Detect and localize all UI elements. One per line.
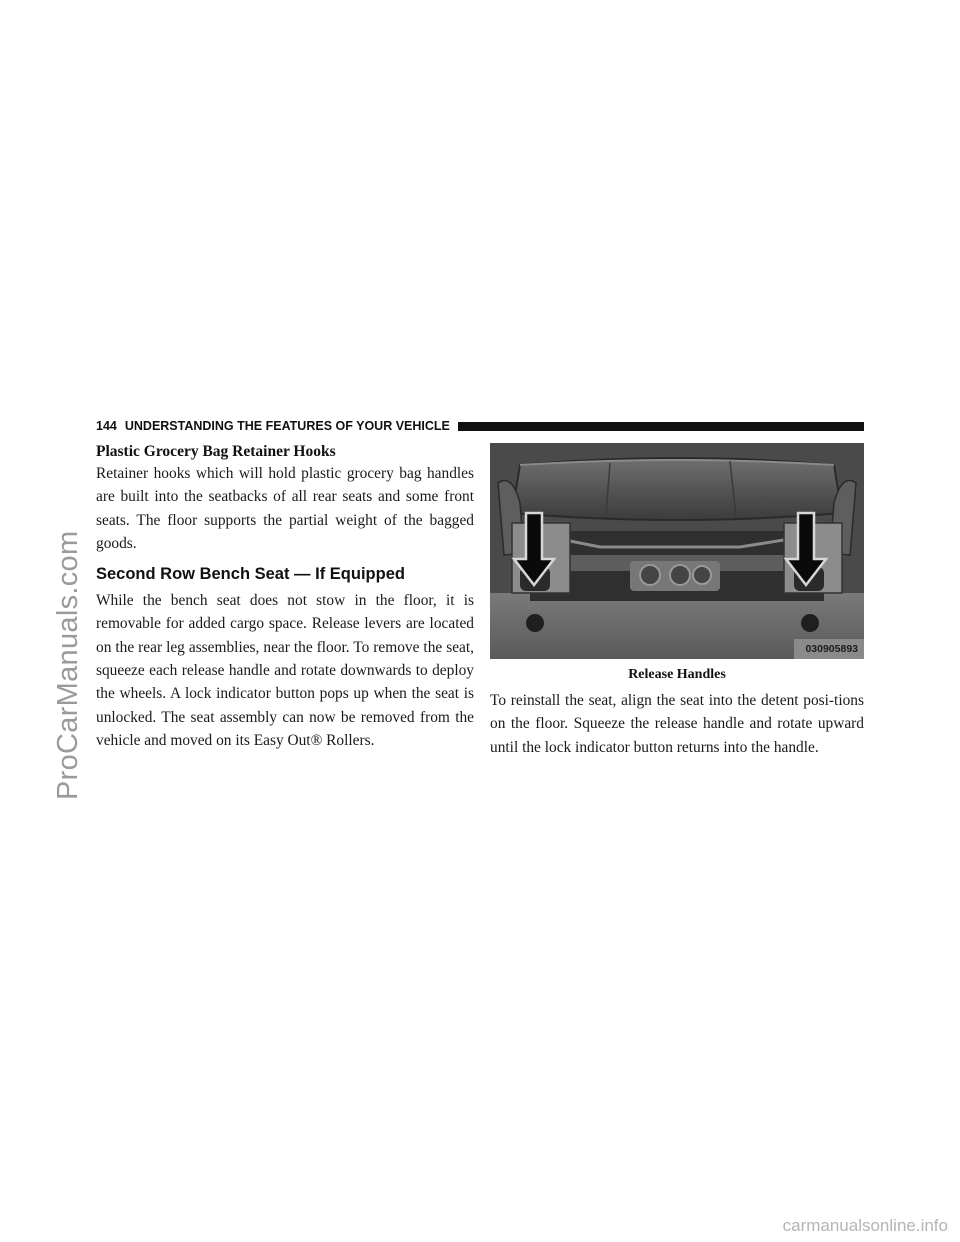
left-column (96, 442, 474, 752)
seat-illustration (490, 443, 864, 659)
figure-caption: Release Handles (628, 667, 726, 682)
bench-seat-heading: Second Row Bench Seat — If Equipped (96, 565, 405, 584)
bottom-watermark: carmanualsonline.info (782, 1216, 948, 1235)
bench-seat-paragraph: While the bench seat does not stow in the floor, it is removable for added cargo space. Release levers are located on the rear leg assemblies, near the floor. To remove the seat, squeeze each release handle and rotate downwards to deploy the wheels. A lock indicator button pops up when the seat is unlocked. The seat assembly can now be removed from the vehicle and moved on its Easy Out® Rollers. (96, 592, 474, 749)
page-number: 144 (96, 419, 117, 433)
right-column (490, 443, 864, 759)
side-watermark: ProCarManuals.com (52, 530, 84, 800)
grocery-hooks-subheading: Plastic Grocery Bag Retainer Hooks (96, 443, 336, 460)
section-title: UNDERSTANDING THE FEATURES OF YOUR VEHICLE (124, 419, 450, 433)
grocery-hooks-paragraph: Retainer hooks which will hold plastic grocery bag handles are built into the seatbacks of all rear seats and some front seats. The floor supports the partial weight of the bagged goods. (96, 465, 474, 552)
header-rule (458, 422, 864, 431)
running-header (96, 418, 864, 434)
release-handles-figure (490, 443, 864, 659)
figure-code: 030905893 (805, 643, 858, 655)
reinstall-paragraph: To reinstall the seat, align the seat into the detent posi-tions on the floor. Squeeze the release handle and rotate upward until the lock indicator button returns into the handle. (490, 692, 864, 756)
